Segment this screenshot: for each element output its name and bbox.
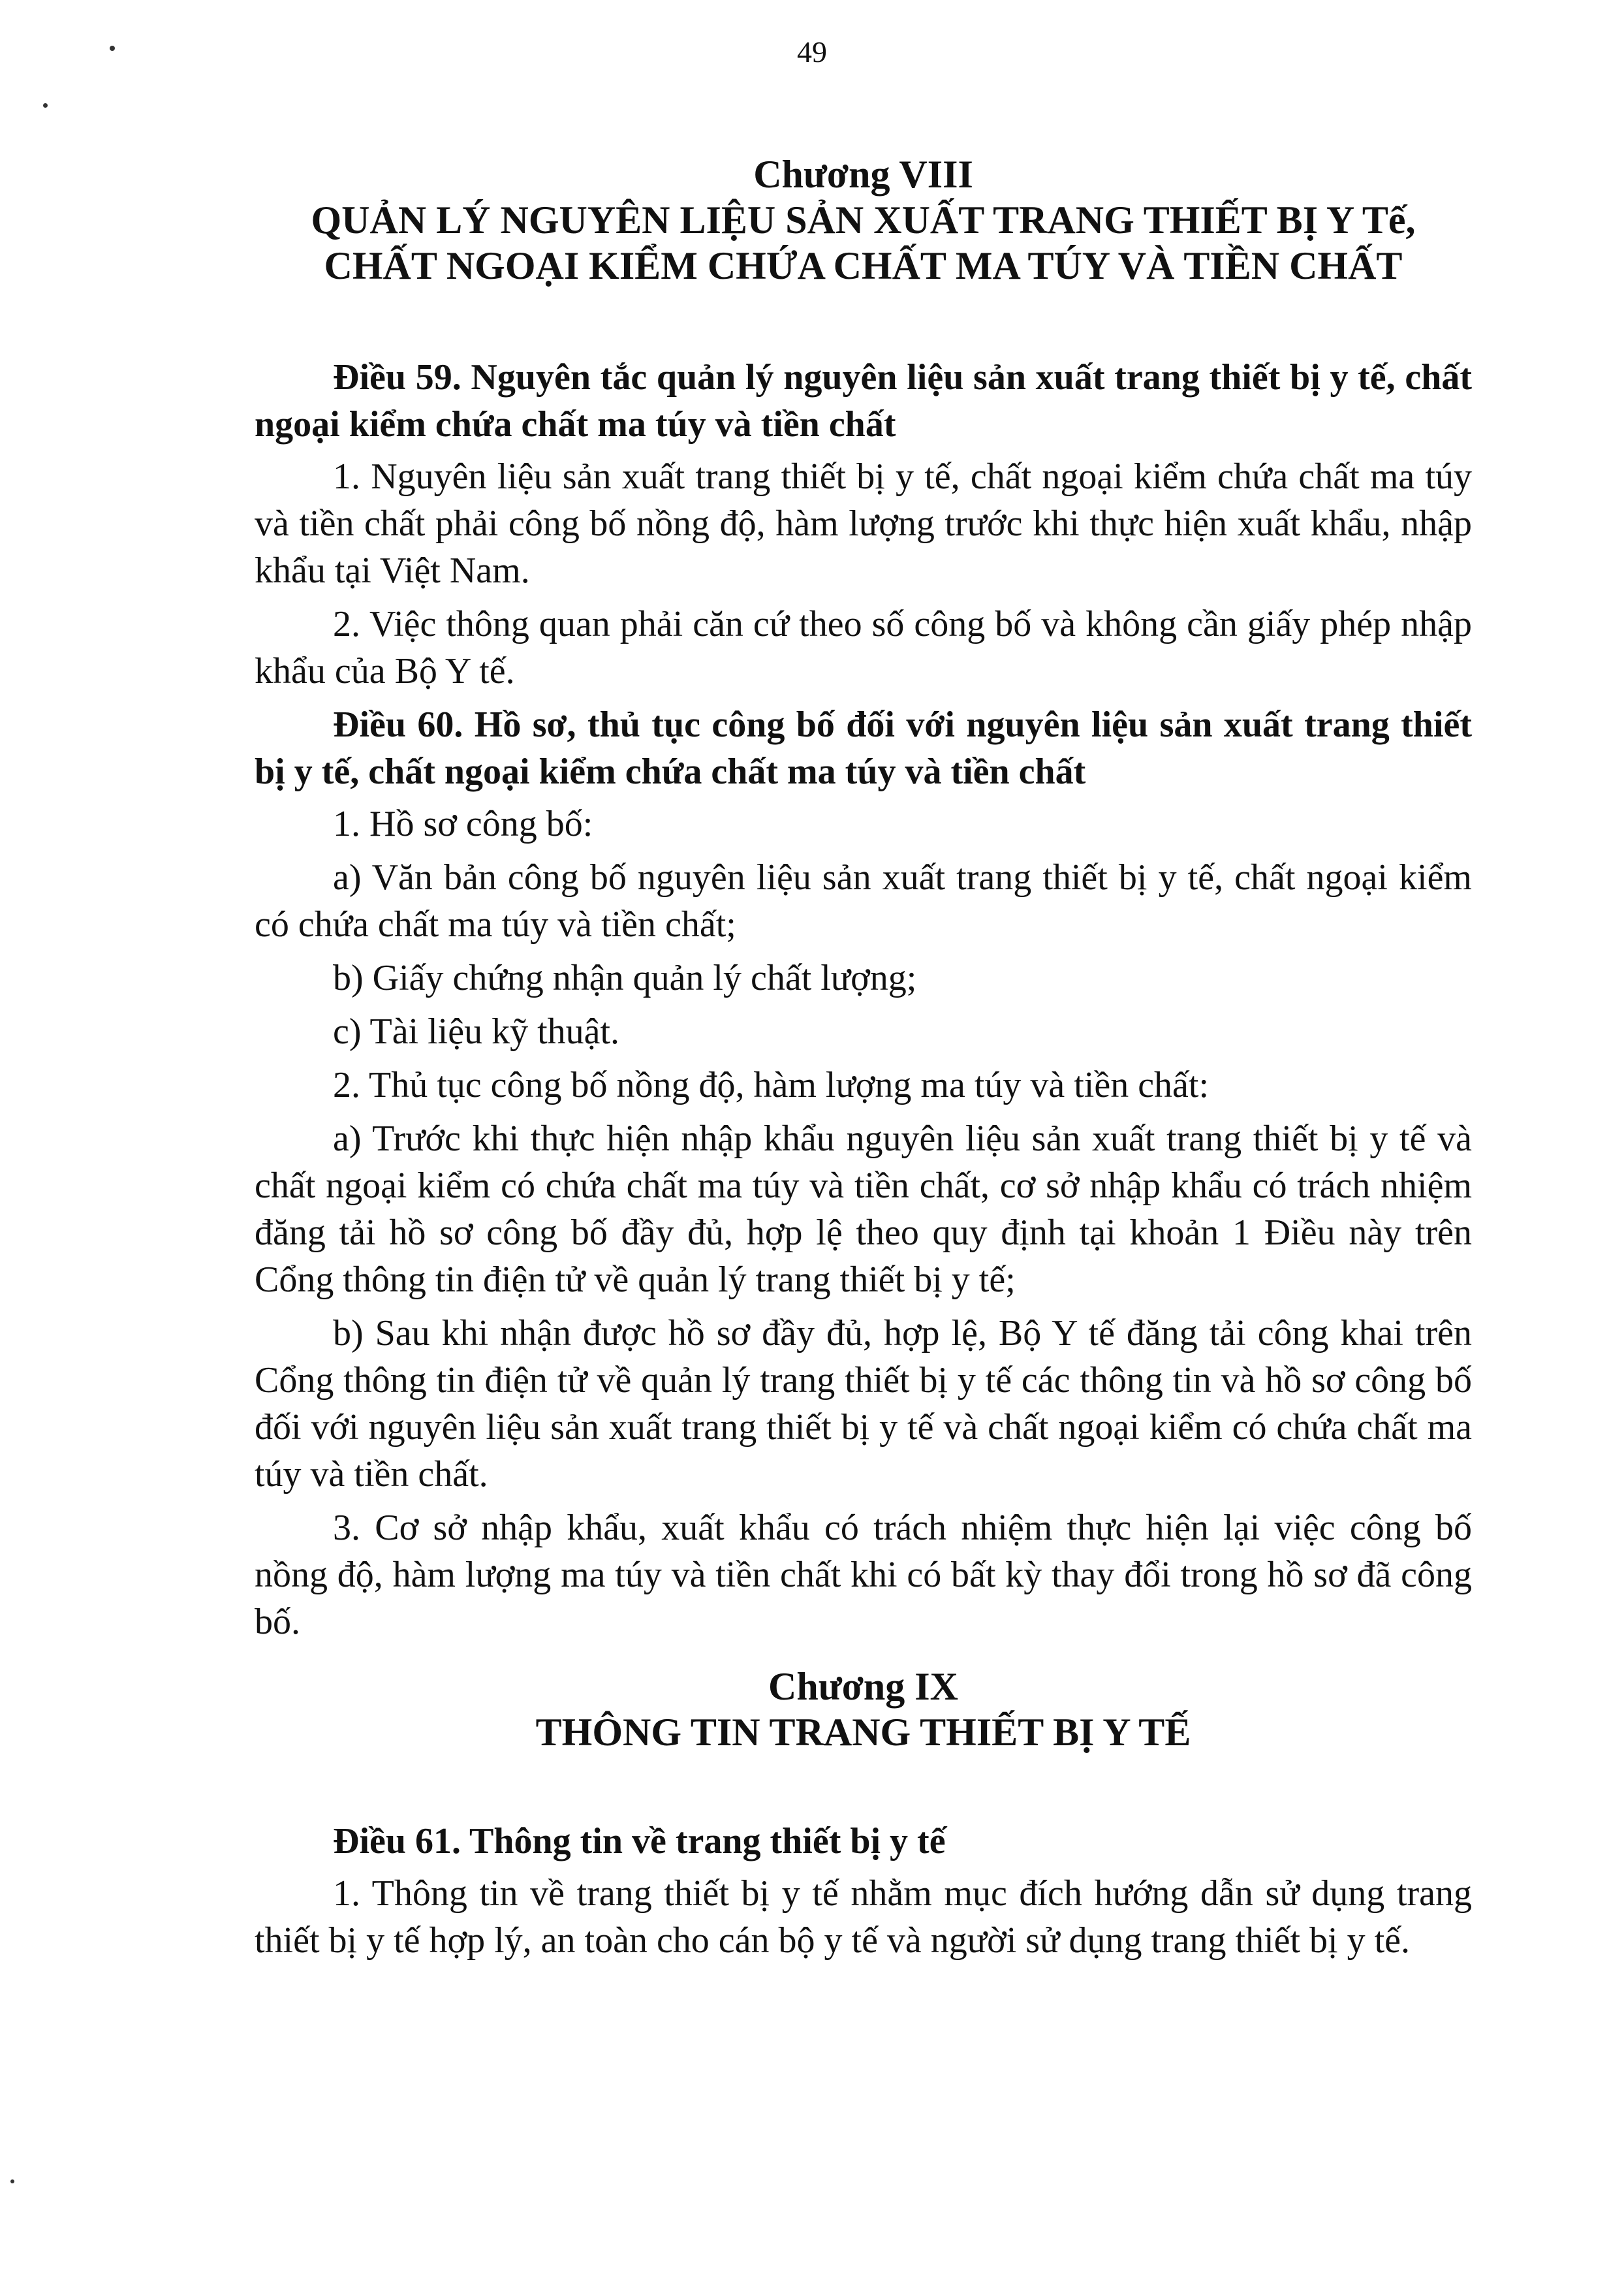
article-60: [255, 701, 1472, 1645]
article-60-clause-1b: b) Giấy chứng nhận quản lý chất lượng;: [333, 958, 917, 998]
article-60-clause-2b: b) Sau khi nhận được hồ sơ đầy đủ, hợp lệ, Bộ Y tế đăng tải công khai trên Cổng thông tin điện tử về quản lý trang thiết bị y tế các thông tin và hồ sơ công bố đối với nguyên liệu sản xuất trang thiết bị y tế và chất ngoại kiểm có chứa chất ma túy và tiền chất.: [255, 1313, 1472, 1495]
chapter-title: THÔNG TIN TRANG THIẾT BỊ Y TẾ: [535, 1711, 1191, 1754]
scan-speck: [10, 2179, 14, 2183]
article-59-clause-1: 1. Nguyên liệu sản xuất trang thiết bị y tế, chất ngoại kiểm chứa chất ma túy và tiền chất phải công bố nồng độ, hàm lượng trước khi thực hiện xuất khẩu, nhập khẩu tại Việt Nam.: [255, 456, 1472, 591]
chapter-8-heading: [255, 151, 1472, 289]
page-number: 49: [797, 35, 827, 69]
article-61: [255, 1818, 1472, 1964]
article-61-title: Điều 61. Thông tin về trang thiết bị y tế: [333, 1821, 946, 1861]
chapter-9-heading: [255, 1664, 1472, 1755]
article-60-clause-1a: a) Văn bản công bố nguyên liệu sản xuất trang thiết bị y tế, chất ngoại kiểm có chứa chất ma túy và tiền chất;: [255, 857, 1472, 945]
article-60-clause-2a: a) Trước khi thực hiện nhập khẩu nguyên liệu sản xuất trang thiết bị y tế và chất ngoại kiểm có chứa chất ma túy và tiền chất, cơ sở nhập khẩu có trách nhiệm đăng tải hồ sơ công bố đầy đủ, hợp lệ theo quy định tại khoản 1 Điều này trên Cổng thông tin điện tử về quản lý trang thiết bị y tế;: [255, 1118, 1472, 1300]
article-60-clause-1c: c) Tài liệu kỹ thuật.: [333, 1011, 620, 1052]
chapter-title-line-1: QUẢN LÝ NGUYÊN LIỆU SẢN XUẤT TRANG THIẾT BỊ Y Tế,: [311, 198, 1416, 242]
article-60-clause-1: 1. Hồ sơ công bố:: [333, 804, 593, 844]
scan-speck: [43, 103, 48, 108]
chapter-title-line-2: CHẤT NGOẠI KIỂM CHỨA CHẤT MA TÚY VÀ TIỀN CHẤT: [324, 244, 1403, 287]
article-61-clause-1: 1. Thông tin về trang thiết bị y tế nhằm mục đích hướng dẫn sử dụng trang thiết bị y tế hợp lý, an toàn cho cán bộ y tế và người sử dụng trang thiết bị y tế.: [255, 1873, 1472, 1961]
article-60-title: Điều 60. Hồ sơ, thủ tục công bố đối với nguyên liệu sản xuất trang thiết bị y tế, chất ngoại kiểm chứa chất ma túy và tiền chất: [255, 705, 1472, 792]
chapter-label: Chương IX: [768, 1665, 958, 1708]
article-60-clause-3: 3. Cơ sở nhập khẩu, xuất khẩu có trách nhiệm thực hiện lại việc công bố nồng độ, hàm lượng ma túy và tiền chất khi có bất kỳ thay đổi trong hồ sơ đã công bố.: [255, 1508, 1472, 1642]
chapter-label: Chương VIII: [753, 153, 973, 196]
scan-speck: [110, 46, 115, 51]
article-59-title: Điều 59. Nguyên tắc quản lý nguyên liệu sản xuất trang thiết bị y tế, chất ngoại kiểm chứa chất ma túy và tiền chất: [255, 357, 1472, 445]
article-60-clause-2: 2. Thủ tục công bố nồng độ, hàm lượng ma túy và tiền chất:: [333, 1065, 1210, 1105]
article-59-clause-2: 2. Việc thông quan phải căn cứ theo số công bố và không cần giấy phép nhập khẩu của Bộ Y tế.: [255, 604, 1472, 691]
article-59: [255, 354, 1472, 695]
document-body: [255, 151, 1472, 1971]
